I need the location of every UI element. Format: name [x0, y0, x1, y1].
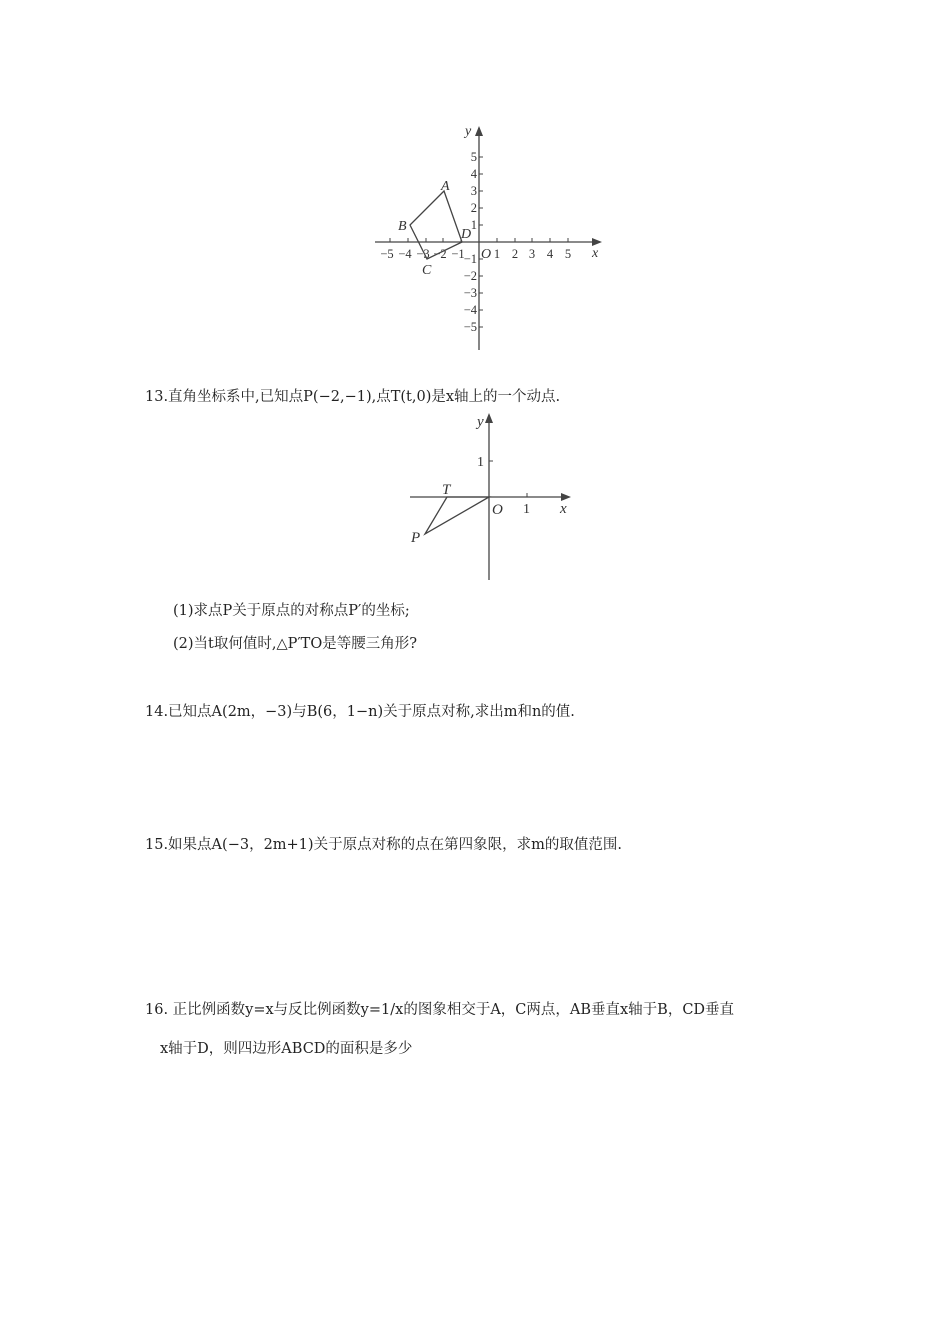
question-16-line-2: x轴于D，则四边形ABCD的面积是多少 [160, 1041, 413, 1057]
question-13-part-1: (1)求点P关于原点的对称点P′的坐标; [173, 603, 410, 619]
y-tick-label: −3 [463, 286, 477, 300]
question-13-part-2: (2)当t取何值时,△P′TO是等腰三角形? [173, 636, 418, 652]
y-tick-label: 2 [470, 201, 477, 215]
origin-label: O [492, 502, 503, 518]
x-tick-label: 3 [528, 247, 536, 261]
x-tick-label: 1 [493, 247, 501, 261]
point-p-label: P [411, 530, 421, 546]
y-tick-label: −4 [463, 303, 477, 317]
x-axis-arrow [592, 238, 602, 246]
y-tick-label: −2 [463, 269, 477, 283]
x-tick-label: 1 [523, 502, 530, 517]
point-t-label: T [442, 482, 451, 498]
x-axis-label: x [592, 246, 599, 261]
y-tick-label: 4 [470, 167, 477, 181]
question-15-text: 15.如果点A(−3，2m+1)关于原点对称的点在第四象限，求m的取值范围. [145, 837, 622, 853]
x-tick-label: −3 [416, 247, 430, 261]
y-tick-label: 5 [470, 150, 477, 164]
origin-label: O [481, 247, 492, 262]
y-tick-label: 1 [477, 455, 484, 470]
x-tick-label: −1 [451, 247, 465, 261]
y-tick-label: −5 [463, 320, 477, 334]
point-d-label: D [461, 227, 472, 242]
x-tick-label: −5 [380, 247, 394, 261]
x-tick-label: 5 [564, 247, 572, 261]
point-a-label: A [441, 179, 450, 194]
question-14-text: 14.已知点A(2m，−3)与B(6，1−n)关于原点对称,求出m和n的值. [145, 704, 575, 720]
y-axis-arrow [475, 126, 483, 136]
point-b-label: B [398, 219, 407, 234]
y-tick-label: 1 [470, 218, 477, 232]
y-tick-label: 3 [470, 184, 477, 198]
x-tick-label: −2 [433, 247, 447, 261]
figure-triangle-pto [405, 410, 580, 585]
y-axis-label: y [477, 414, 484, 430]
x-tick-label: 2 [511, 247, 519, 261]
figure-quadrilateral-abcd [370, 120, 610, 355]
question-16-line-1: 16. 正比例函数y=x与反比例函数y=1/x的图象相交于A，C两点，AB垂直x轴于B，CD垂直 [145, 1002, 735, 1018]
point-c-label: C [422, 263, 432, 278]
question-13-text: 13.直角坐标系中,已知点P(−2,−1),点T(t,0)是x轴上的一个动点. [145, 389, 561, 405]
triangle-pto [425, 497, 489, 534]
x-tick-label: 4 [546, 247, 554, 261]
y-tick-label: −1 [463, 252, 477, 266]
x-axis-label: x [560, 501, 567, 517]
x-tick-label: −4 [398, 247, 412, 261]
y-axis-label: y [465, 124, 472, 139]
x-axis-arrow [561, 493, 571, 501]
y-axis-arrow [485, 413, 493, 423]
